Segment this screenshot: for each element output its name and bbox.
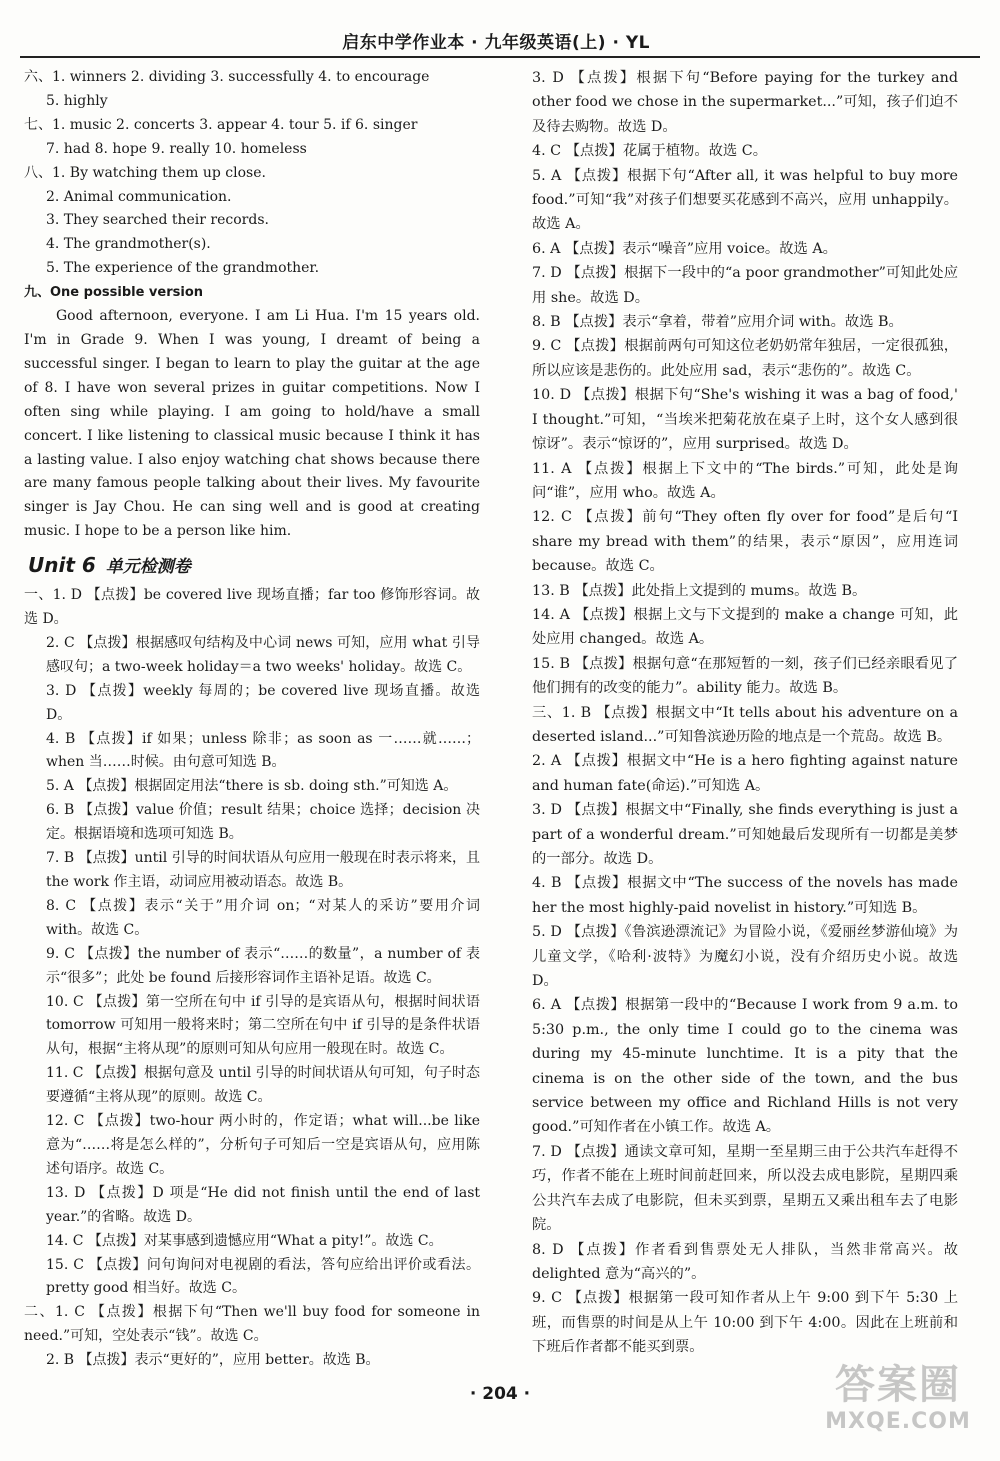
answer-item: 8. C 【点拨】表示“关于”用介词 on；“对某人的采访”要用介词 with。故选 C。 [46, 897, 480, 938]
answer-item: 4. B 【点拨】根据文中“The success of the novels has made her the most highly-paid novelist in history.”可知选 B。 [532, 875, 958, 916]
answer-item: 11. A 【点拨】根据上下文中的“The birds.”可知，此处是询问“谁”，应用 who。故选 A。 [532, 460, 958, 501]
answer-item: 10. C 【点拨】第一空所在句中 if 引导的是宾语从句，根据时间状语 tomorrow 可知用一般将来时；第二空所在句中 if 引导的是条件状语从句，根据“主将从现”的原则可知从句应用一般现在时。故选 C。 [46, 993, 480, 1058]
answer-line: 5. The experience of the grandmother. [46, 260, 320, 277]
answer-line: 3. They searched their records. [46, 212, 269, 229]
unit-title: Unit 6 [28, 553, 96, 578]
answer-item: 8. D 【点拨】作者看到售票处无人排队，当然非常高兴。故 delighted 意为“高兴的”。 [532, 1241, 958, 1282]
answer-item: 4. B 【点拨】if 如果；unless 除非；as soon as 一……就……；when 当……时候。由句意可知选 B。 [46, 730, 480, 771]
answer-line: 2. Animal communication. [46, 188, 232, 205]
answer-item: 2. A 【点拨】根据文中“He is a hero fighting against nature and human fate(命运).”可知选 A。 [532, 753, 958, 794]
answer-item: 12. C 【点拨】前句“They often fly over for food”是后句“I share my bread with them”的结果，表示“原因”，应用连词 because。故选 C。 [532, 509, 958, 575]
answer-item: 2. B 【点拨】表示“更好的”，应用 better。故选 B。 [46, 1352, 380, 1369]
answer-item: 6. A 【点拨】表示“噪音”应用 voice。故选 A。 [532, 240, 837, 257]
answer-item: 14. C 【点拨】对某事感到遗憾应用“What a pity!”。故选 C。 [46, 1232, 443, 1249]
answer-item: 7. D 【点拨】根据下一段中的“a poor grandmother”可知此处应用 she。故选 D。 [532, 265, 958, 306]
essay-label: 九、One possible version [24, 285, 204, 301]
answer-item: 3. D 【点拨】根据文中“Finally, she finds everything is just a part of a wonderful dream.”可知她最后发现所有一切都是美梦的一部分。故选 D。 [532, 802, 958, 867]
unit-heading [28, 548, 480, 584]
answer-line: 六、1. winners 2. dividing 3. successfully 4. to encourage [24, 69, 430, 85]
left-column [24, 66, 480, 1373]
answer-item: 5. A 【点拨】根据固定用法“there is sb. doing sth.”可知选 A。 [46, 778, 458, 795]
page-header [20, 0, 980, 58]
answer-item: 13. B 【点拨】此处指上文提到的 mums。故选 B。 [532, 582, 867, 599]
answer-item: 9. C 【点拨】根据前两句可知这位老奶奶常年独居，一定很孤独，所以应该是悲伤的。此处应用 sad，表示“悲伤的”。故选 C。 [532, 338, 958, 379]
answer-item: 7. B 【点拨】until 引导的时间状语从句应用一般现在时表示将来，且 the work 作主语，动词应用被动语态。故选 B。 [46, 850, 480, 890]
answer-item: 12. C 【点拨】two-hour 两小时的，作定语；what will...be like 意为“……将是怎么样的”，分析句子可知后一空是宾语从句，应用陈述句语序。故选 C。 [46, 1113, 480, 1177]
header-title: 启东中学作业本 · 九年级英语(上) · YL [342, 33, 650, 53]
answer-item: 8. B 【点拨】表示“拿着，带着”应用介词 with。故选 B。 [532, 314, 903, 331]
answer-item: 7. D 【点拨】通读文章可知，星期一至星期三由于公共汽车赶得不巧，作者不能在上班时间前赶回来，所以没去成电影院，星期四乘公共汽车去成了电影院，但未买到票，星期五又乘出租车去了电影院。 [532, 1143, 958, 1234]
answer-item: 一、1. D 【点拨】be covered live 现场直播；far too 修饰形容词。故选 D。 [24, 587, 480, 628]
watermark-logo [818, 1361, 978, 1449]
answer-line: 7. had 8. hope 9. really 10. homeless [46, 140, 307, 157]
watermark-logo-text: 答案圈 [835, 1362, 961, 1408]
answer-item: 6. A 【点拨】根据第一段中的“Because I work from 9 a.m. to 5:30 p.m., the only time I could go to the cinema was during my 45-minute lunchtime. It is a pity that the cinema is on the other side of the town, and the bus service between my office and Richland Hills is not very good.”可知作者在小镇工作。故选 A。 [532, 997, 958, 1136]
answer-item: 二、1. C 【点拨】根据下句“Then we'll buy food for someone in need.”可知，空处表示“钱”。故选 C。 [24, 1304, 480, 1345]
answer-item: 5. A 【点拨】根据下句“After all, it was helpful to buy more food.”可知“我”对孩子们想要买花感到不高兴，应用 unhappily。故选 A。 [532, 167, 958, 233]
answer-line: 七、1. music 2. concerts 3. appear 4. tour 5. if 6. singer [24, 116, 418, 133]
page-number: · 204 · [469, 1384, 531, 1404]
answer-item: 三、1. B 【点拨】根据文中“It tells about his adventure on a deserted island...”可知鲁滨逊历险的地点是一个荒岛。故选 B。 [532, 704, 958, 745]
right-column [532, 66, 958, 1360]
answer-line: 5. highly [46, 92, 108, 109]
answer-item: 6. B 【点拨】value 价值；result 结果；choice 选择；decision 决定。根据语境和选项可知选 B。 [46, 802, 480, 843]
answer-item: 2. C 【点拨】根据感叹句结构及中心词 news 可知，应用 what 引导感叹句；a two-week holiday＝a two weeks' holiday。故选 C。 [46, 634, 480, 675]
answer-item: 10. D 【点拨】根据下句“She's wishing it was a bag of food,' I thought.”可知，“当埃米把菊花放在桌子上时，这个女人感到很惊讶”。表示“惊讶的”，应用 surprised。故选 D。 [532, 387, 958, 453]
answer-item: 13. D 【点拨】D 项是“He did not finish until the end of last year.”的省略。故选 D。 [46, 1184, 480, 1225]
answer-item: 14. A 【点拨】根据上文与下文提到的 make a change 可知，此处应用 changed。故选 A。 [532, 606, 958, 648]
answer-line: 八、1. By watching them up close. [24, 164, 266, 181]
answer-item: 9. C 【点拨】根据第一段可知作者从上午 9:00 到下午 5:30 上班，而售票的时间是从上午 10:00 到下午 4:00。因此在上班前和下班后作者都不能买到票。 [532, 1290, 958, 1356]
answer-item: 15. B 【点拨】根据句意“在那短暂的一刻，孩子们已经亲眼看见了他们拥有的改变的能力”。ability 能力。故选 B。 [532, 655, 958, 697]
unit-subtitle: 单元检测卷 [105, 557, 191, 578]
answer-item: 15. C 【点拨】问句询问对电视剧的看法，答句应给出评价或看法。pretty good 相当好。故选 C。 [46, 1256, 480, 1297]
answer-item: 3. D 【点拨】根据下句“Before paying for the turkey and other food we chose in the supermarket...”可知，孩子们迫不及待去购物。故选 D。 [532, 70, 958, 135]
answer-item: 5. D 【点拨】《鲁滨逊漂流记》为冒险小说，《爱丽丝梦游仙境》为儿童文学，《哈利·波特》为魔幻小说，没有介绍历史小说。故选 D。 [532, 924, 958, 990]
answer-item: 3. D 【点拨】weekly 每周的；be covered live 现场直播。故选 D。 [46, 682, 480, 723]
watermark-url: MXQE.COM [825, 1409, 971, 1434]
answer-item: 11. C 【点拨】根据句意及 until 引导的时间状语从句可知，句子时态要遵循“主将从现”的原则。故选 C。 [46, 1065, 480, 1106]
answer-item: 4. C 【点拨】花属于植物。故选 C。 [532, 143, 768, 160]
sample-essay: Good afternoon, everyone. I am Li Hua. I'm 15 years old. I'm in Grade 9. When I was young, I dreamt of being a successful singer. I began to learn to play the guitar at the age of 8. I have won several prizes in guitar competitions. Now I often sing while playing. I am going to hold/have a small concert. I like listening to classical music because I think it has a lasting value. I also enjoy watching chat shows because there are many famous people talking about their lives. My favourite singer is Jay Chou. He can sing well and is good at creating music. I hope to be a person like him. [24, 308, 480, 540]
answer-item: 9. C 【点拨】the number of 表示“……的数量”，a number of 表示“很多”；此处 be found 后接形容词作主语补足语。故选 C。 [46, 945, 480, 986]
answer-line: 4. The grandmother(s). [46, 236, 211, 253]
